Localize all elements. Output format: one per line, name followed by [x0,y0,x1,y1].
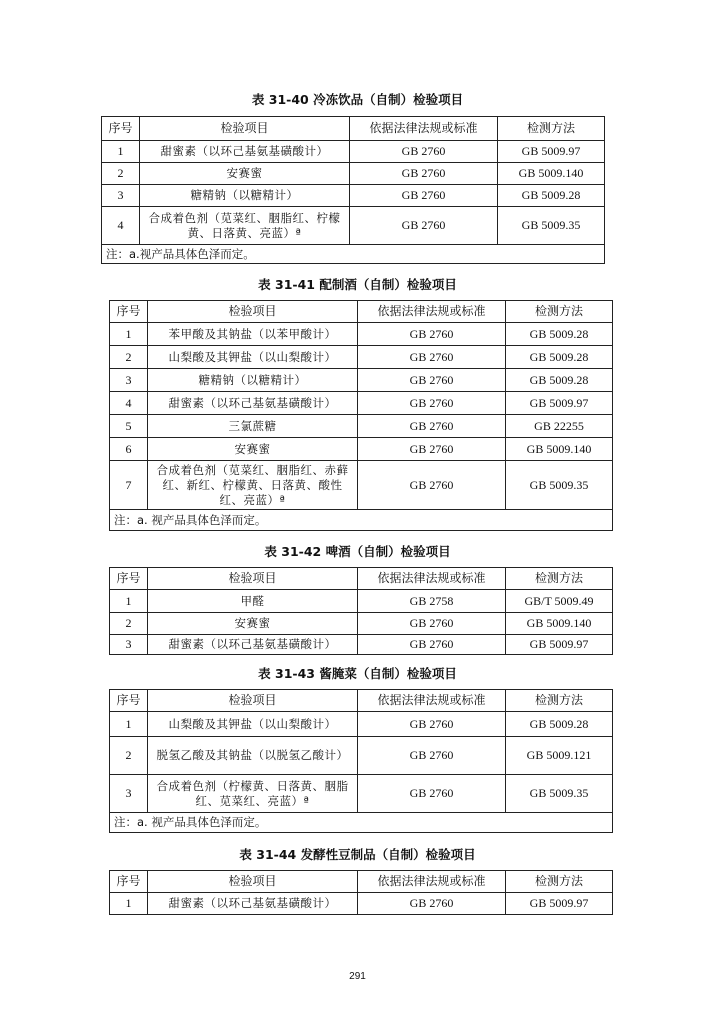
row-no: 1 [110,712,148,737]
inspection-table [109,567,613,655]
header-standard: 依据法律法规或标准 [350,117,498,141]
row-method: GB 5009.97 [498,141,605,163]
table-row [110,775,613,813]
header-item: 检验项目 [148,690,358,712]
table-row [102,185,605,207]
table-row [102,207,605,245]
row-no: 3 [110,369,148,392]
row-standard: GB 2760 [358,775,506,813]
row-item: 甜蜜素（以环己基氨基磺酸计） [148,635,358,655]
row-item: 糖精钠（以糖精计） [140,185,350,207]
row-method: GB 5009.35 [498,207,605,245]
row-no: 2 [110,613,148,635]
row-item: 山梨酸及其钾盐（以山梨酸计） [148,346,358,369]
row-no: 1 [110,590,148,613]
row-method: GB 5009.97 [506,392,613,415]
row-method: GB 5009.28 [506,323,613,346]
row-standard: GB 2760 [350,185,498,207]
header-no: 序号 [110,568,148,590]
row-method: GB 5009.97 [506,635,613,655]
row-method: GB 5009.140 [506,438,613,461]
row-item: 合成着色剂（苋菜红、胭脂红、赤藓红、新红、柠檬黄、日落黄、酸性红、亮蓝）ª [148,461,358,510]
row-standard: GB 2760 [358,346,506,369]
table-note: 注：a.视产品具体色泽而定。 [102,245,605,264]
row-standard: GB 2760 [358,635,506,655]
row-no: 2 [110,346,148,369]
row-no: 2 [102,163,140,185]
header-no: 序号 [102,117,140,141]
header-item: 检验项目 [148,871,358,893]
table-row [102,141,605,163]
header-item: 检验项目 [140,117,350,141]
header-standard: 依据法律法规或标准 [358,690,506,712]
row-method: GB 5009.140 [506,613,613,635]
row-no: 4 [110,392,148,415]
row-method: GB 5009.140 [498,163,605,185]
row-item: 合成着色剂（柠檬黄、日落黄、胭脂红、苋菜红、亮蓝）ª [148,775,358,813]
row-method: GB 5009.28 [506,369,613,392]
row-no: 1 [102,141,140,163]
table-note: 注：a. 视产品具体色泽而定。 [110,510,613,531]
row-no: 3 [102,185,140,207]
header-standard: 依据法律法规或标准 [358,568,506,590]
table-row [110,590,613,613]
table-row [110,438,613,461]
row-item: 苯甲酸及其钠盐（以苯甲酸计） [148,323,358,346]
row-standard: GB 2760 [358,461,506,510]
row-item: 甜蜜素（以环己基氨基磺酸计） [140,141,350,163]
row-item: 脱氢乙酸及其钠盐（以脱氢乙酸计） [148,737,358,775]
row-standard: GB 2760 [350,163,498,185]
row-item: 安赛蜜 [148,613,358,635]
row-no: 1 [110,323,148,346]
table-caption: 表 31-42 啤酒（自制）检验项目 [264,544,451,559]
row-standard: GB 2760 [358,392,506,415]
header-no: 序号 [110,871,148,893]
row-standard: GB 2760 [358,737,506,775]
table-row [110,392,613,415]
row-method: GB/T 5009.49 [506,590,613,613]
row-item: 甲醛 [148,590,358,613]
table-note: 注：a. 视产品具体色泽而定。 [110,813,613,833]
row-item: 山梨酸及其钾盐（以山梨酸计） [148,712,358,737]
table-row [102,163,605,185]
row-item: 甜蜜素（以环己基氨基磺酸计） [148,893,358,915]
row-standard: GB 2760 [358,415,506,438]
table-row [110,323,613,346]
table-row [110,635,613,655]
row-standard: GB 2760 [358,369,506,392]
row-standard: GB 2760 [358,323,506,346]
table-row [110,415,613,438]
row-no: 3 [110,635,148,655]
row-method: GB 5009.35 [506,775,613,813]
row-no: 4 [102,207,140,245]
header-standard: 依据法律法规或标准 [358,871,506,893]
row-no: 3 [110,775,148,813]
header-no: 序号 [110,690,148,712]
row-method: GB 5009.121 [506,737,613,775]
table-row [110,461,613,510]
header-item: 检验项目 [148,568,358,590]
row-method: GB 5009.35 [506,461,613,510]
row-no: 1 [110,893,148,915]
row-item: 安赛蜜 [148,438,358,461]
header-item: 检验项目 [148,301,358,323]
table-row [110,893,613,915]
row-item: 糖精钠（以糖精计） [148,369,358,392]
header-method: 检测方法 [506,301,613,323]
header-method: 检测方法 [506,568,613,590]
table-caption: 表 31-44 发酵性豆制品（自制）检验项目 [239,847,476,862]
header-method: 检测方法 [506,690,613,712]
header-standard: 依据法律法规或标准 [358,301,506,323]
header-method: 检测方法 [506,871,613,893]
row-method: GB 5009.28 [506,712,613,737]
row-standard: GB 2760 [358,438,506,461]
row-standard: GB 2760 [350,207,498,245]
table-row [110,346,613,369]
table-row [110,613,613,635]
table-row [110,737,613,775]
row-item: 合成着色剂（苋菜红、胭脂红、柠檬黄、日落黄、亮蓝）ª [140,207,350,245]
row-method: GB 22255 [506,415,613,438]
row-no: 7 [110,461,148,510]
inspection-table [109,870,613,915]
inspection-table [101,116,605,264]
table-caption: 表 31-40 冷冻饮品（自制）检验项目 [251,92,464,107]
row-no: 6 [110,438,148,461]
table-caption: 表 31-41 配制酒（自制）检验项目 [258,277,457,292]
row-method: GB 5009.28 [506,346,613,369]
row-standard: GB 2760 [358,613,506,635]
table-row [110,712,613,737]
header-no: 序号 [110,301,148,323]
row-item: 甜蜜素（以环己基氨基磺酸计） [148,392,358,415]
table-caption: 表 31-43 酱腌菜（自制）检验项目 [258,666,457,681]
row-item: 三氯蔗糖 [148,415,358,438]
row-standard: GB 2760 [358,893,506,915]
page-number: 291 [349,971,366,982]
inspection-table [109,300,613,531]
row-item: 安赛蜜 [140,163,350,185]
row-method: GB 5009.97 [506,893,613,915]
row-standard: GB 2758 [358,590,506,613]
row-method: GB 5009.28 [498,185,605,207]
header-method: 检测方法 [498,117,605,141]
row-standard: GB 2760 [358,712,506,737]
inspection-table [109,689,613,833]
row-no: 5 [110,415,148,438]
row-standard: GB 2760 [350,141,498,163]
table-row [110,369,613,392]
row-no: 2 [110,737,148,775]
